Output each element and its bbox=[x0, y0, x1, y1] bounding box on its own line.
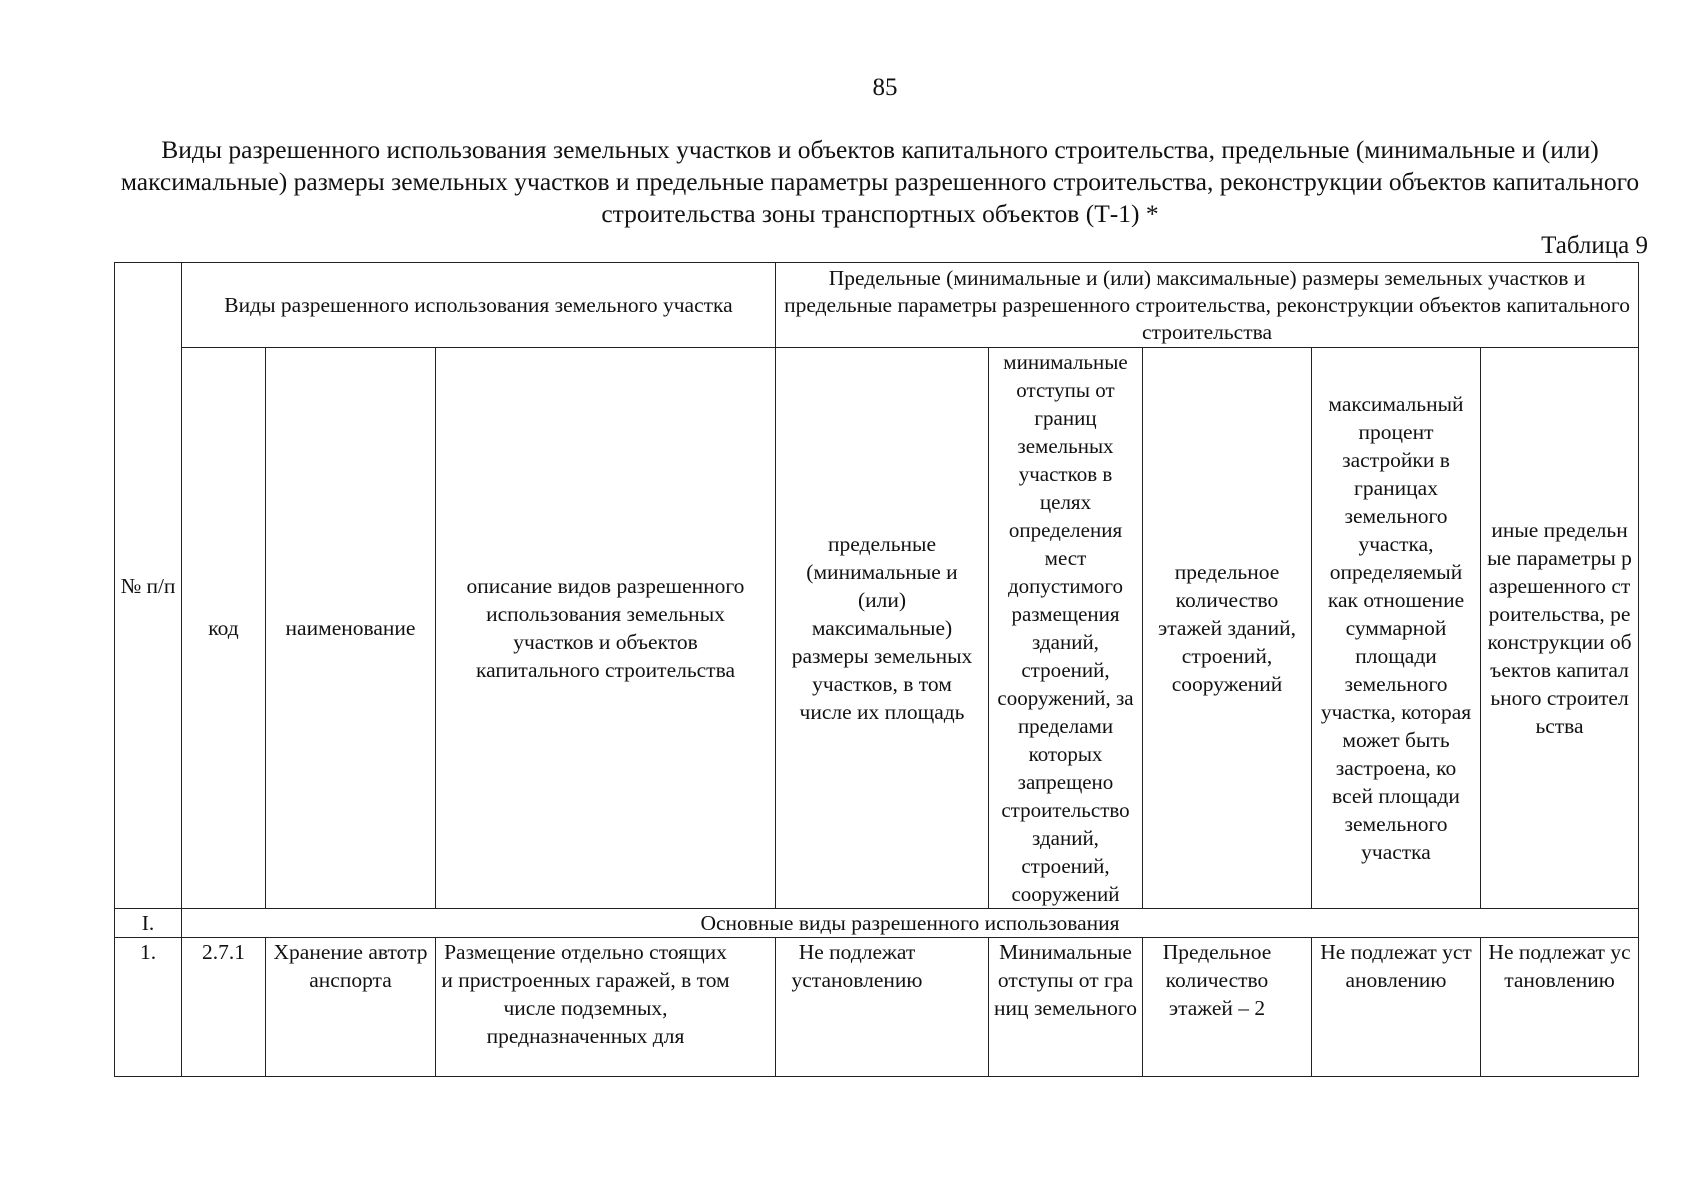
row-code bbox=[182, 938, 266, 1077]
row-coverage bbox=[1312, 938, 1481, 1077]
row-num-text: 1. bbox=[139, 940, 157, 964]
row-description-text: Размещение отдельно стоящих и пристроенных гаражей, в том числе подземных, предназначенных для bbox=[441, 940, 730, 1048]
section-label: Основные виды разрешенного использования bbox=[182, 909, 1639, 938]
page-number: 85 bbox=[872, 74, 898, 101]
row-code-text: 2.7.1 bbox=[202, 940, 245, 964]
table-label: Таблица 9 bbox=[1541, 232, 1648, 259]
row-floors bbox=[1143, 938, 1312, 1077]
section-row bbox=[115, 909, 1639, 938]
row-sizes bbox=[776, 938, 989, 1077]
header-setbacks: минимальные отступы от границ земельных участков в целях определения мест допустимого размещения зданий, строений, сооружений, за пределами которых запрещено строительство зданий, строений, сооружений bbox=[989, 348, 1143, 909]
section-num: I. bbox=[115, 909, 182, 938]
row-name-text: Хранение автотранспорта bbox=[273, 940, 428, 992]
header-num: № п/п bbox=[115, 263, 182, 909]
header-group-limits: Предельные (минимальные и (или) максимальные) размеры земельных участков и предельные параметры разрешенного строительства, реконструкции объектов капитального строительства bbox=[776, 263, 1639, 348]
header-code: код bbox=[182, 348, 266, 909]
row-name bbox=[266, 938, 436, 1077]
row-floors-text: Предельное количество этажей – 2 bbox=[1162, 940, 1272, 1020]
header-floors: предельное количество этажей зданий, строений, сооружений bbox=[1143, 348, 1312, 909]
row-description bbox=[436, 938, 776, 1077]
header-row-group bbox=[115, 263, 1639, 348]
row-sizes-text: Не подлежат установлению bbox=[791, 940, 923, 992]
header-group-use: Виды разрешенного использования земельного участка bbox=[182, 263, 776, 348]
row-num bbox=[115, 938, 182, 1077]
header-name: наименование bbox=[266, 348, 436, 909]
row-other-text: Не подлежат установлению bbox=[1488, 940, 1631, 992]
table-row bbox=[115, 938, 1639, 1077]
row-setbacks-text: Минимальные отступы от границ земельного bbox=[994, 940, 1137, 1020]
row-coverage-text: Не подлежат установлению bbox=[1320, 940, 1472, 992]
regulations-table bbox=[114, 262, 1639, 1077]
row-other bbox=[1481, 938, 1639, 1077]
document-title: Виды разрешенного использования земельных участков и объектов капитального строительства, предельные (минимальные и (или) максимальные) размеры земельных участков и предельные параметры разрешенного строительства, реконструкции объектов капитального строительства зоны транспортных объектов (Т-1) * bbox=[120, 135, 1640, 228]
header-coverage: максимальный процент застройки в границах земельного участка, определяемый как отношение суммарной площади земельного участка, которая может быть застроена, ко всей площади земельного участка bbox=[1312, 348, 1481, 909]
row-setbacks bbox=[989, 938, 1143, 1077]
header-description: описание видов разрешенного использования земельных участков и объектов капитального строительства bbox=[436, 348, 776, 909]
header-other: иные предельные параметры разрешенного строительства, реконструкции объектов капитального строительства bbox=[1481, 348, 1639, 909]
header-sizes: предельные (минимальные и (или) максимальные) размеры земельных участков, в том числе их площадь bbox=[776, 348, 989, 909]
header-row-columns bbox=[115, 348, 1639, 909]
